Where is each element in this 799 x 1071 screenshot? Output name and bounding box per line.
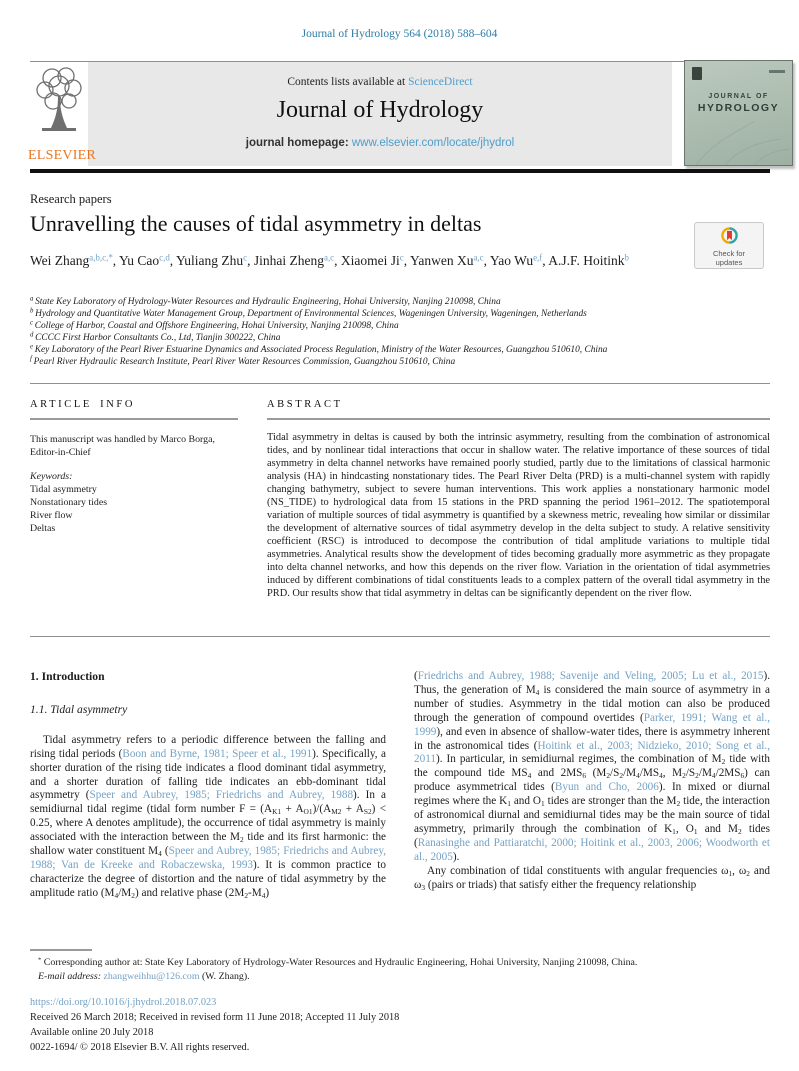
copyright-line: 0022-1694/ © 2018 Elsevier B.V. All rights reserved. (30, 1042, 250, 1053)
paper-title: Unravelling the causes of tidal asymmetry in deltas (30, 211, 482, 236)
author: Yanwen Xu$^{a,c}$, (409, 252, 490, 268)
text-run: 2 (676, 799, 681, 809)
section-heading: 1. Introduction (30, 670, 105, 683)
text-run: /S (610, 767, 620, 780)
text-run: ) can produce asymmetrical tides ( (414, 767, 770, 794)
abstract-header: ABSTRACT (267, 399, 343, 410)
affiliation: $^e$ Key Laboratory of the Pearl River Estuarine Dynamics and Associated Process Regulation, Ministry of the Water Resources, Guangzhou 510610, China (30, 343, 608, 355)
text-run: 4 (711, 771, 716, 781)
check-for-updates-badge[interactable] (694, 222, 764, 269)
intro-paragraph (30, 734, 386, 901)
text-run: )/(A (312, 803, 332, 816)
text-run: 4 (636, 771, 640, 781)
inline-link[interactable]: Boon and Byrne, 1981; Speer et al., 1991 (122, 747, 313, 760)
text-run: 1 (672, 827, 676, 837)
keyword: Tidal asymmetry (30, 483, 97, 495)
text-run: (pairs or triads) that satisfy either the frequency relationship (425, 878, 697, 891)
text-run: and 2MS (531, 767, 583, 780)
text-run: 2 (682, 771, 686, 781)
homepage-line (88, 137, 672, 149)
text-run: 6 (740, 771, 745, 781)
journal-cover-thumbnail[interactable] (684, 60, 793, 166)
text-run: tide and its first harmonic: the shallow water constituent M (30, 831, 386, 858)
text-run: /M (698, 767, 712, 780)
text-run: Contents lists available at (287, 76, 409, 88)
article-type-label: Research papers (30, 192, 112, 206)
text-run: -M (248, 886, 262, 899)
abstract-bottom-divider (30, 636, 770, 637)
text-run: ). Specifically, a shorter duration of the rising tide indicates a flood dominant tidal asymmetry, and a shorter duration of falling tide indicates an ebb-dominant tidal asymmetry ( (30, 747, 386, 802)
text-run: ( (161, 845, 169, 858)
homepage-link[interactable]: www.elsevier.com/locate/jhydrol (351, 137, 515, 149)
text-run: ( (414, 670, 418, 682)
text-run: Corresponding author at: State Key Laboratory of Hydrology-Water Resources and Hydraulic Engineering, Hohai University, Nanjing 210098, China. (41, 957, 638, 968)
text-run: /M (118, 886, 132, 899)
inline-link[interactable]: Byun and Cho, 2006 (554, 781, 659, 794)
affiliation: $^f$ Pearl River Hydraulic Research Institute, Pearl River Water Resources Commission, Guangzhou 510610, China (30, 355, 456, 367)
text-run: (W. Zhang). (199, 971, 250, 982)
text-run: 4 (158, 849, 162, 859)
inline-link[interactable]: ScienceDirect (408, 76, 473, 88)
text-run: Tidal asymmetry refers to a periodic difference between the falling and rising tidal periods ( (30, 733, 386, 760)
text-run: 2 (240, 835, 244, 845)
intro-left-column (30, 670, 386, 901)
intro-right-column (414, 670, 770, 893)
inline-link[interactable]: Speer and Aubrey, 1985; Friedrichs and Aubrey, 1988 (89, 789, 354, 802)
affiliation: $^c$ College of Harbor, Coastal and Offshore Engineering, Hohai University, Nanjing 210098, China (30, 319, 399, 331)
text-run: 2 (721, 757, 726, 767)
inline-link[interactable]: Ranasinghe and Pattiaratchi, 2000; Hoitink et al., 2003, 2006; Woodworth et al., 2005 (414, 836, 770, 863)
text-run: 4 (659, 771, 663, 781)
masthead-box (88, 62, 672, 166)
cover-texture (685, 61, 793, 166)
affiliation-list (30, 296, 770, 368)
author: A.J.F. Hoitink$^b$ (548, 252, 629, 268)
article-info-column (30, 399, 238, 535)
text-run: /M (623, 767, 637, 780)
journal-reference: Journal of Hydrology 564 (2018) 588–604 (301, 28, 498, 40)
text-run: tide, the interaction of astronomical diurnal and semidiurnal tides may be the main source of tidal asymmetry, primarily through the combination of K (414, 795, 770, 835)
check-for-updates-icon (721, 227, 738, 244)
author: Wei Zhang$^{a,b,c,*}$, (30, 252, 120, 268)
keyword: Nonstationary tides (30, 496, 108, 508)
keyword: River flow (30, 509, 73, 521)
editor-note: This manuscript was handled by Marco Borga, Editor-in-Chief (30, 433, 215, 458)
contents-line (88, 62, 672, 88)
inline-link[interactable]: Parker, 1991; Wang et al., 1999 (414, 711, 771, 738)
inline-link[interactable]: Friedrichs and Aubrey, 1988; Savenije and Veling, 2005; Lu et al., 2015 (417, 670, 764, 682)
text-run: 2 (131, 890, 135, 900)
text-run: and O (510, 795, 541, 808)
text-run: ). (452, 850, 460, 863)
check-badge-label: Check for updates (712, 249, 746, 267)
text-run: 2 (619, 771, 624, 781)
cover-title-line2: HYDROLOGY (697, 102, 780, 114)
abstract-column (267, 399, 770, 600)
text-run: 2 (746, 868, 750, 878)
text-run: 4 (114, 890, 119, 900)
available-online: Available online 20 July 2018 (30, 1027, 154, 1038)
text-run: ). In mixed or diurnal regimes where the K (414, 781, 770, 808)
text-run: /2MS (715, 767, 741, 780)
text-run: /S (685, 767, 696, 780)
text-run: is considered the main source of asymmetry in a number of studies. Asymmetry in the tidal motion can also be produced through the generation of compound overtides ( (414, 683, 770, 724)
inline-link[interactable]: Hoitink et al., 2003; Nidzieko, 2010; Song et al., 2011 (414, 739, 770, 766)
intro-paragraph (414, 865, 770, 893)
keywords-label: Keywords: (30, 470, 73, 482)
text-run: and M (697, 822, 738, 835)
text-run: 2 (244, 890, 248, 900)
text-run: 4 (527, 771, 532, 781)
text-run: ). In particular, in semidiurnal regimes, the combination of M (435, 753, 722, 766)
homepage-label: journal homepage: (245, 137, 352, 149)
text-run: and ω (414, 864, 771, 891)
text-run: 2 (738, 827, 742, 837)
author: Xiaomei Ji$^c$, (340, 252, 410, 268)
text-run: 6 (582, 771, 587, 781)
elsevier-wordmark: ELSEVIER (28, 147, 96, 162)
cover-title-line1: JOURNAL OF (708, 93, 769, 100)
text-run: E-mail address: (38, 971, 104, 982)
intro-paragraph (414, 670, 770, 865)
affiliation: $^a$ State Key Laboratory of Hydrology-Water Resources and Hydraulic Engineering, Hohai University, Nanjing 210098, China (30, 295, 501, 307)
footnote-rule (30, 949, 92, 951)
text-run: * (38, 956, 42, 964)
elsevier-tree-icon (32, 64, 86, 140)
affiliation: $^b$ Hydrology and Quantitative Water Management Group, Department of Environmental Sciences, Wageningen University, Wageningen, Netherlands (30, 307, 587, 319)
text-run: ). Thus, the generation of M (414, 670, 770, 696)
affiliation: $^d$ CCCC First Harbor Consultants Co., Ltd, Tianjin 300222, China (30, 331, 281, 343)
text-run: + A (281, 803, 304, 816)
subsection-heading: 1.1. Tidal asymmetry (30, 702, 128, 716)
footnotes (30, 956, 770, 984)
author: Yuliang Zhu$^c$, (176, 252, 254, 268)
text-run: M2 (331, 807, 342, 817)
author-list (30, 250, 694, 271)
journal-title: Journal of Hydrology (276, 97, 484, 123)
text-run: 3 (421, 882, 426, 892)
text-run: 1 (693, 827, 698, 837)
text-run: ) and relative phase (2M (134, 886, 245, 899)
article-info-header: ARTICLE INFO (30, 399, 136, 410)
received-dates: Received 26 March 2018; Received in revised form 11 June 2018; Accepted 11 July 2018 (30, 1012, 400, 1023)
text-run: 2 (606, 771, 611, 781)
text-run: , O (675, 822, 694, 835)
text-run: ). In a semidiurnal tidal regime (tidal form number F = (A (30, 789, 387, 816)
inline-link[interactable]: Speer and Aubrey, 1985; Friedrichs and Aubrey, 1988; Van de Kreeke and Robaczewska, 1993 (30, 845, 386, 871)
text-run: , M (662, 767, 683, 780)
text-run: 1 (507, 799, 511, 809)
text-run: Any combination of tidal constituents with angular frequencies ω (427, 864, 729, 877)
text-run: 2 (695, 771, 699, 781)
text-run: tide with the compound tide MS (414, 753, 770, 780)
text-run: ) (265, 886, 270, 899)
text-run: K1 (272, 807, 282, 817)
doi-link[interactable]: https://doi.org/10.1016/j.jhydrol.2018.07.023 (30, 997, 217, 1008)
text-run: ), and even in absence of shallow-water tides, there is asymmetry inherent in the astronomical tides ( (414, 725, 770, 752)
text-run: , ω (732, 864, 747, 877)
author: Jinhai Zheng$^{a,c}$, (253, 252, 341, 268)
inline-link[interactable]: zhangweihhu@126.com (103, 971, 200, 982)
article-info-rule (30, 418, 238, 420)
author: Yu Cao$^{c,d}$, (119, 252, 177, 268)
text-run: + A (341, 803, 364, 816)
corresponding-author-note (30, 956, 770, 970)
text-run: tides ( (414, 822, 770, 849)
publication-details (30, 995, 770, 1055)
text-run: 1 (540, 799, 545, 809)
section-divider (30, 383, 770, 384)
text-run: S2 (363, 807, 372, 817)
author: Yao Wu$^{e,f}$, (489, 252, 549, 268)
text-run: ). It is common practice to characterize the degree of distortion and the nature of tidal asymmetry by the amplitude ratio (M (30, 858, 386, 899)
keyword: Deltas (30, 522, 56, 534)
text-run: ) < 0.25, where A denotes amplitude), the occurrence of tidal asymmetry is mainly associated with the interaction between the M (30, 803, 387, 844)
text-run: O1 (303, 807, 313, 817)
text-run: /MS (639, 767, 660, 780)
text-run: (M (586, 767, 607, 780)
text-run: 1 (728, 868, 733, 878)
email-line (30, 970, 770, 984)
text-run: 4 (261, 890, 266, 900)
text-run: tides are stronger than the M (544, 795, 677, 808)
abstract-text: Tidal asymmetry in deltas is caused by both the intrinsic asymmetry, resulting from the combination of astronomical tides, and by nonlinear tidal interactions that occur in shallow water. The relative importance of these sources of tidal asymmetry in delta channel networks have remained poorly studied, partly due to the limitations of classical harmonic analysis (HA) in hindcasting nonstationary tides. The Pearl River Delta (PRD) is a multi-channel system with rapidly changing bathymetry, subject to severe human interventions. This work applies a nonstationary harmonic model (NS_TIDE) to hydrological data from 15 stations in the PRD spanning the period 1961–2012. The spatiotemporal variation of multiple sources of tidal asymmetry is quantified by a skewness metric, revealing how similar or dissimilar the development of alternative sources of tidal asymmetry develop in the delta subject to study. A relative sensitivity coefficient (RSC) is introduced to decompose the contribution of tidal amplitude variations to multiple tidal asymmetries. Analytical results show the development of tides becoming gradually more asymmetric as they propagate into delta channel networks, and how this depends on the river flow. Variation in the orientation of tidal asymmetries induced by different combinations of tidal constituents leads to a complex pattern of the overall tidal asymmetry in the PRD. Our results show that tidal asymmetry in deltas can be significantly dependent on the river flow. (267, 431, 770, 599)
elsevier-logo (28, 64, 96, 166)
masthead-bottom-rule (30, 169, 770, 173)
text-run: 4 (535, 687, 540, 697)
abstract-rule (267, 418, 770, 420)
